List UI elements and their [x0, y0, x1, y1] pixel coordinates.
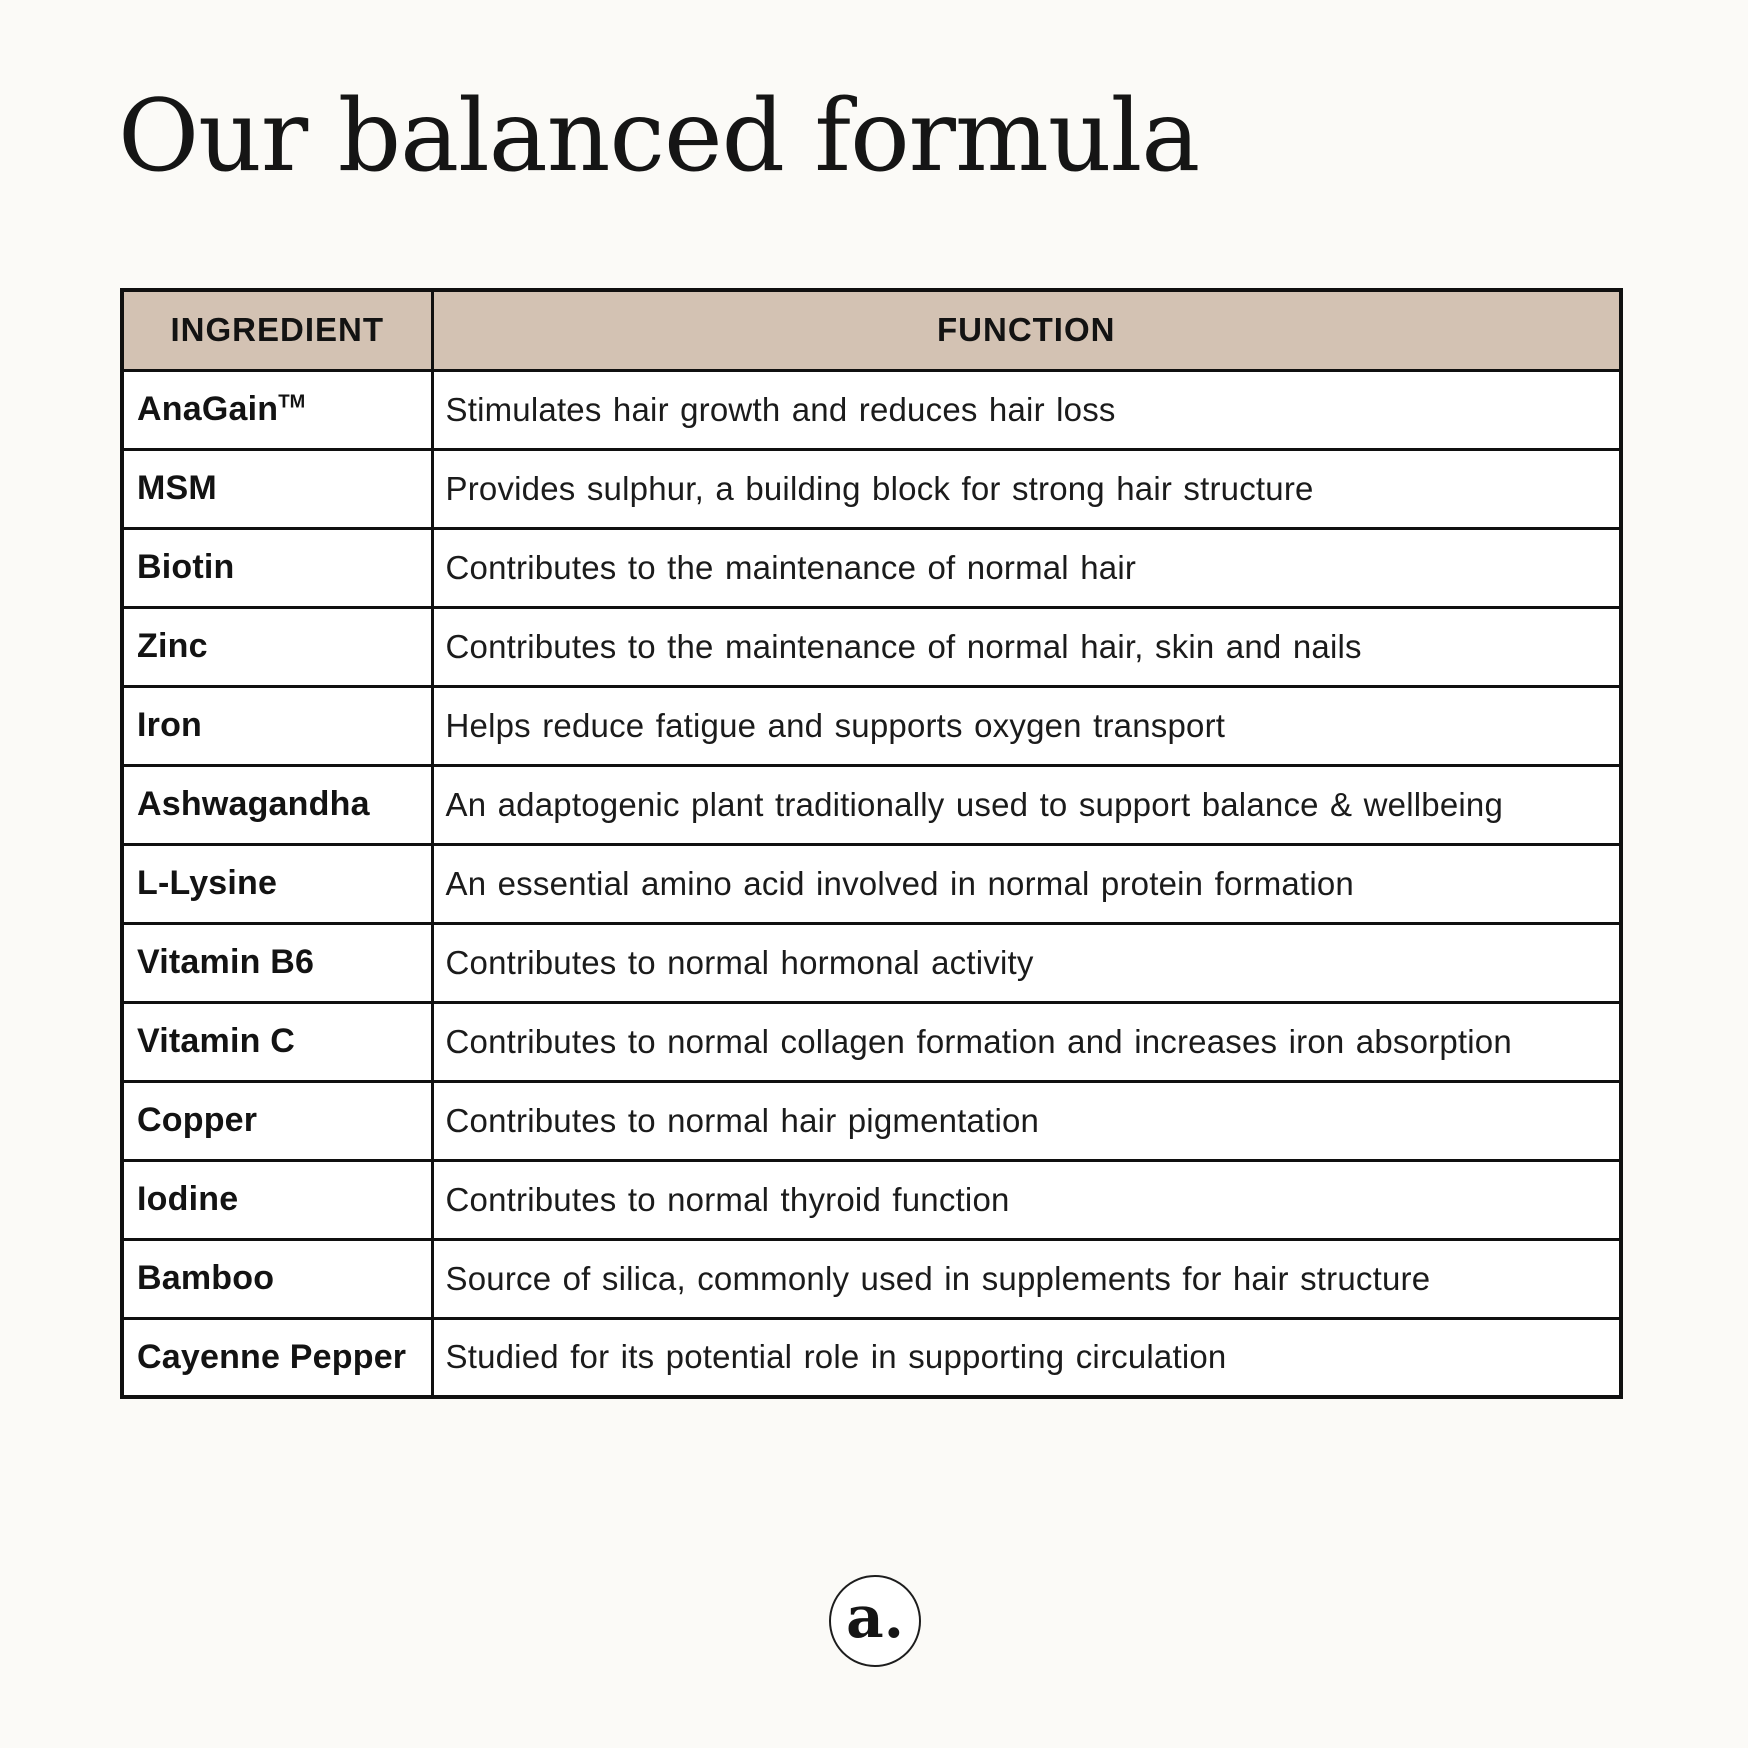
function-cell: Studied for its potential role in supporting circulation	[432, 1318, 1621, 1397]
brand-logo-text: a.	[846, 1583, 904, 1651]
table-row	[122, 686, 1621, 765]
function-cell: Contributes to the maintenance of normal hair, skin and nails	[432, 607, 1621, 686]
table-row	[122, 528, 1621, 607]
ingredient-cell: Biotin	[122, 528, 432, 607]
function-cell: Provides sulphur, a building block for strong hair structure	[432, 449, 1621, 528]
ingredient-cell: Bamboo	[122, 1239, 432, 1318]
table-row	[122, 923, 1621, 1002]
function-cell: Contributes to normal thyroid function	[432, 1160, 1621, 1239]
ingredient-cell: L-Lysine	[122, 844, 432, 923]
function-cell: An essential amino acid involved in normal protein formation	[432, 844, 1621, 923]
table-row	[122, 607, 1621, 686]
table-row	[122, 1081, 1621, 1160]
ingredient-cell: Ashwagandha	[122, 765, 432, 844]
function-cell: Helps reduce fatigue and supports oxygen transport	[432, 686, 1621, 765]
page-title: Our balanced formula	[118, 79, 1200, 194]
brand-logo	[829, 1575, 921, 1667]
table-row	[122, 765, 1621, 844]
ingredient-cell: MSM	[122, 449, 432, 528]
function-cell: Contributes to normal collagen formation and increases iron absorption	[432, 1002, 1621, 1081]
ingredient-cell: Zinc	[122, 607, 432, 686]
ingredient-cell: Cayenne Pepper	[122, 1318, 432, 1397]
table-row	[122, 1002, 1621, 1081]
function-cell: An adaptogenic plant traditionally used to support balance & wellbeing	[432, 765, 1621, 844]
table-header-row	[122, 290, 1621, 370]
table-row	[122, 1160, 1621, 1239]
table-row	[122, 1239, 1621, 1318]
trademark-symbol: TM	[278, 390, 306, 412]
function-cell: Contributes to normal hormonal activity	[432, 923, 1621, 1002]
table-row	[122, 844, 1621, 923]
ingredient-cell: Iodine	[122, 1160, 432, 1239]
ingredient-name: AnaGain	[137, 390, 279, 428]
function-cell: Stimulates hair growth and reduces hair loss	[432, 370, 1621, 449]
function-cell: Source of silica, commonly used in supplements for hair structure	[432, 1239, 1621, 1318]
ingredient-cell	[122, 370, 432, 449]
table-row	[122, 449, 1621, 528]
header-cell-ingredient: INGREDIENT	[122, 290, 432, 370]
ingredient-cell: Iron	[122, 686, 432, 765]
formula-table	[120, 288, 1623, 1399]
table-row	[122, 370, 1621, 449]
header-cell-function: FUNCTION	[432, 290, 1621, 370]
table-row	[122, 1318, 1621, 1397]
function-cell: Contributes to the maintenance of normal hair	[432, 528, 1621, 607]
function-cell: Contributes to normal hair pigmentation	[432, 1081, 1621, 1160]
ingredient-cell: Vitamin C	[122, 1002, 432, 1081]
ingredient-cell: Vitamin B6	[122, 923, 432, 1002]
ingredient-cell: Copper	[122, 1081, 432, 1160]
